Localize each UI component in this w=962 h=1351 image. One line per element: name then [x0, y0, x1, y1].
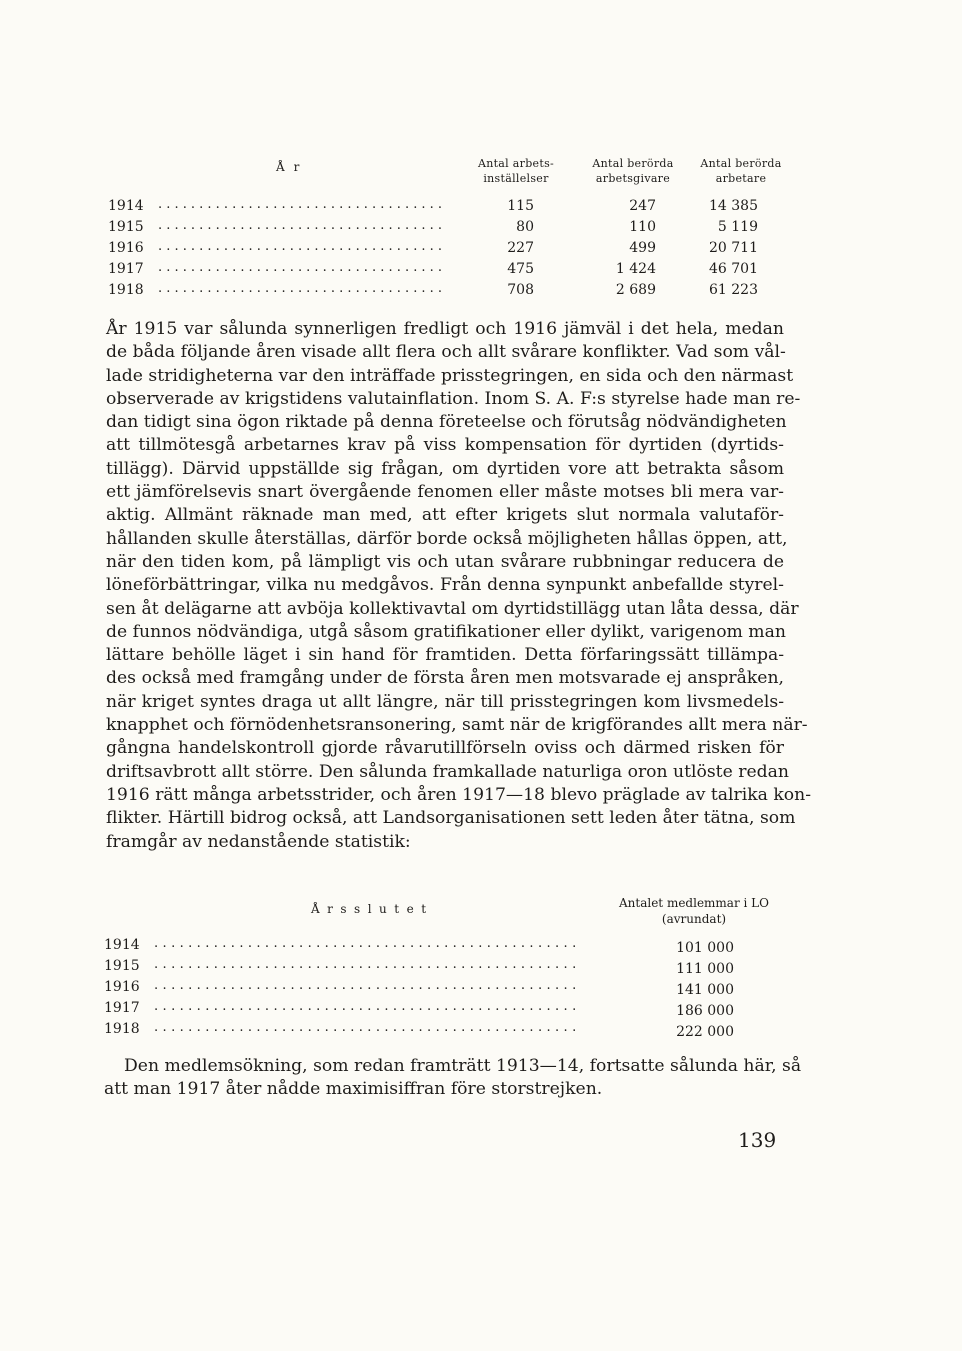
- text-line: knapphet och förnödenhetsransonering, samt när de krigförandes allt mera när-: [106, 715, 808, 736]
- employers-column-header: Antal berörda arbetsgivare: [592, 157, 674, 185]
- table-row: [104, 979, 784, 1000]
- text-line: 1916 rätt många arbetsstrider, och åren 1917—18 blevo präglade av talrika kon-: [106, 784, 812, 805]
- leader-dots: ..................................................: [154, 957, 581, 972]
- leader-dots: ..................................................: [154, 1020, 581, 1035]
- table-row: [108, 240, 798, 261]
- body-paragraph: [106, 318, 812, 854]
- workers-value: 46 701: [709, 261, 758, 277]
- workers-value: 20 711: [709, 240, 758, 256]
- row-year: 1914: [104, 937, 140, 953]
- text-line: Den medlemsökning, som redan framträtt 1913—14, fortsatte sålunda här, så: [124, 1056, 802, 1076]
- members-column-header: Antalet medlemmar i LO (avrundat): [619, 896, 769, 926]
- stoppages-value: 227: [507, 240, 534, 256]
- text-line: ett jämförelsevis snart övergående fenomen eller måste motses bli mera var-: [106, 482, 784, 503]
- table-row: [104, 1000, 784, 1021]
- row-year: 1915: [108, 219, 144, 235]
- employers-value: 247: [629, 198, 656, 214]
- leader-dots: ...................................: [158, 218, 447, 233]
- text-line: att man 1917 åter nådde maximisiffran före storstrejken.: [104, 1079, 603, 1099]
- membership-table-header: [104, 895, 784, 937]
- strike-statistics-table: [108, 150, 798, 303]
- table-row: [104, 937, 784, 958]
- text-line: observerade av krigstidens valutainflation. Inom S. A. F:s styrelse hade man re-: [106, 388, 801, 409]
- row-year: 1917: [108, 261, 144, 277]
- stoppages-value: 475: [507, 261, 534, 277]
- row-year: 1915: [104, 958, 140, 974]
- workers-value: 5 119: [717, 219, 758, 235]
- leader-dots: ..................................................: [154, 999, 581, 1014]
- strike-table-header: [108, 150, 798, 198]
- members-value: 222 000: [676, 1024, 734, 1040]
- year-column-header: År: [276, 160, 309, 174]
- table-row: [108, 198, 798, 219]
- row-year: 1917: [104, 1000, 140, 1016]
- text-line: driftsavbrott allt större. Den sålunda framkallade naturliga oron utlöste redan: [106, 761, 789, 782]
- text-line: när den tiden kom, på lämpligt vis och utan svårare rubbningar reducera de: [106, 551, 784, 572]
- members-value: 186 000: [676, 1003, 734, 1019]
- text-line: hållanden skulle återställas, därför borde också möjligheten hållas öppen, att,: [106, 528, 788, 549]
- leader-dots: ..................................................: [154, 978, 581, 993]
- page-number: 139: [738, 1128, 777, 1152]
- year-end-column-header: Årsslutet: [311, 902, 434, 916]
- text-line: de funnos nödvändiga, utgå såsom gratifikationer eller dylikt, varigenom man: [106, 621, 786, 642]
- text-line: lade stridigheterna var den inträffade prisstegringen, en sida och den närmast: [106, 365, 794, 386]
- text-line: des också med framgång under de första åren men motsvarade ej anspråken,: [106, 668, 784, 689]
- row-year: 1918: [104, 1021, 140, 1037]
- text-line: sen åt delägarne att avböja kollektivavtal om dyrtidstillägg utan låta dessa, där: [106, 598, 799, 619]
- employers-value: 2 689: [615, 282, 656, 298]
- table-row: [108, 282, 798, 303]
- text-line: att tillmötesgå arbetarnes krav på viss kompensation för dyrtiden (dyrtids-: [106, 435, 784, 456]
- leader-dots: ...................................: [158, 239, 447, 254]
- workers-column-header: Antal berörda arbetare: [700, 157, 782, 185]
- text-line: när kriget syntes draga ut allt längre, när till prisstegringen kom livsmedels-: [106, 691, 784, 712]
- text-line: löneförbättringar, vilka nu medgåvos. Från denna synpunkt anbefallde styrel-: [106, 575, 784, 596]
- table-row: [108, 261, 798, 282]
- row-year: 1916: [108, 240, 144, 256]
- leader-dots: ..................................................: [154, 936, 581, 951]
- employers-value: 1 424: [615, 261, 656, 277]
- employers-value: 499: [629, 240, 656, 256]
- stoppages-value: 115: [507, 198, 534, 214]
- leader-dots: ...................................: [158, 281, 447, 296]
- row-year: 1916: [104, 979, 140, 995]
- table-row: [104, 1021, 784, 1042]
- stoppages-value: 80: [516, 219, 534, 235]
- leader-dots: ...................................: [158, 197, 447, 212]
- membership-table: [104, 895, 784, 1042]
- text-line: lättare behölle läget i sin hand för framtiden. Detta förfaringssätt tillämpa-: [106, 645, 784, 666]
- table-row: [104, 958, 784, 979]
- stoppages-column-header: Antal arbets- inställelser: [477, 157, 555, 185]
- leader-dots: ...................................: [158, 260, 447, 275]
- stoppages-value: 708: [507, 282, 534, 298]
- text-line: År 1915 var sålunda synnerligen fredligt och 1916 jämväl i det hela, medan: [106, 319, 784, 339]
- table-row: [108, 219, 798, 240]
- workers-value: 61 223: [709, 282, 758, 298]
- text-line: dan tidigt sina ögon riktade på denna företeelse och förutsåg nödvändigheten: [106, 412, 787, 433]
- closing-paragraph: [104, 1055, 802, 1101]
- row-year: 1918: [108, 282, 144, 298]
- text-line: aktig. Allmänt räknade man med, att efter krigets slut normala valutaför-: [106, 505, 784, 526]
- text-line: tillägg). Därvid uppställde sig frågan, om dyrtiden vore att betrakta såsom: [106, 458, 784, 479]
- workers-value: 14 385: [709, 198, 758, 214]
- employers-value: 110: [629, 219, 656, 235]
- text-line: gångna handelskontroll gjorde råvarutillförseln oviss och därmed risken för: [106, 738, 784, 759]
- text-line: flikter. Härtill bidrog också, att Landsorganisationen sett leden åter tätna, som: [106, 808, 796, 829]
- members-value: 141 000: [676, 982, 734, 998]
- text-line: framgår av nedanstående statistik:: [106, 831, 411, 852]
- text-line: de båda följande åren visade allt flera och allt svårare konflikter. Vad som vål-: [106, 342, 786, 363]
- members-value: 101 000: [676, 940, 734, 956]
- members-value: 111 000: [676, 961, 734, 977]
- row-year: 1914: [108, 198, 144, 214]
